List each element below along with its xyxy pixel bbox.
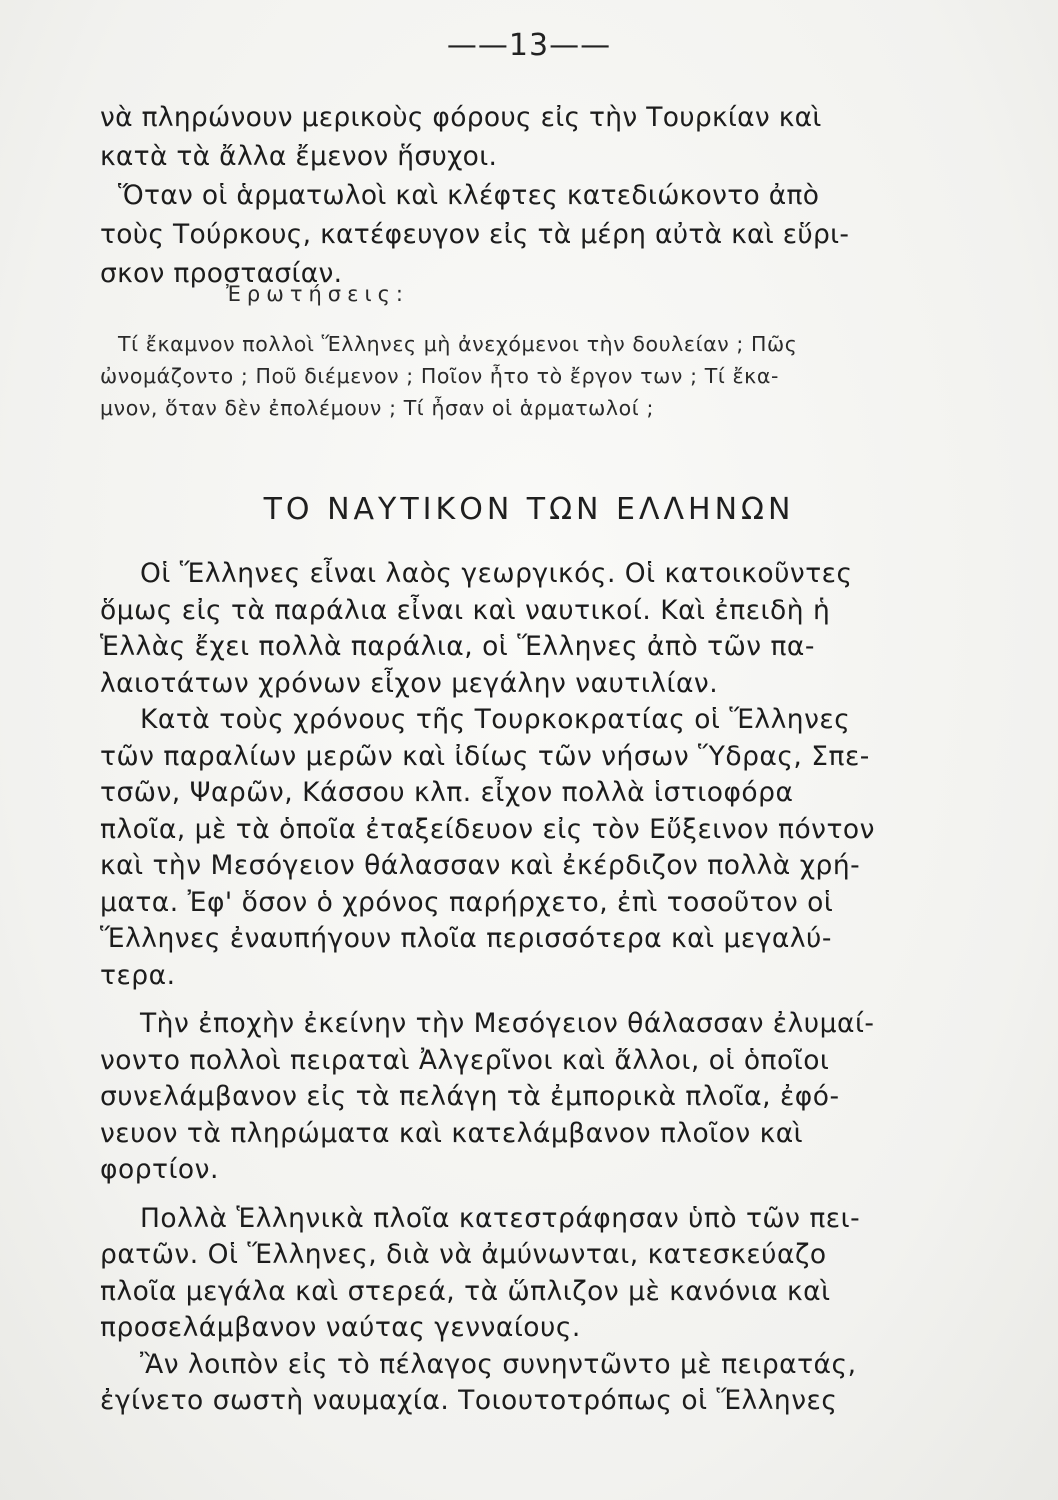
- text-line: τῶν παραλίων μερῶν καὶ ἰδίως τῶν νήσων Ὕδρας, Σπε-: [100, 740, 870, 772]
- text-line: Τὴν ἐποχὴν ἐκείνην τὴν Μεσόγειον θάλασσαν ἐλυμαί-: [140, 1008, 875, 1039]
- paragraph: [100, 1201, 930, 1347]
- text-line: πλοῖα, μὲ τὰ ὁποῖα ἐταξείδευον εἰς τὸν Εὔξεινον πόντον: [100, 813, 875, 845]
- text-line: τσῶν, Ψαρῶν, Κάσσου κλπ. εἶχον πολλὰ ἱστιοφόρα: [100, 777, 794, 808]
- text-line: λαιοτάτων χρόνων εἶχον μεγάλην ναυτιλίαν.: [100, 667, 719, 699]
- text-line: νευον τὰ πληρώματα καὶ κατελάμβανον πλοῖον καὶ: [100, 1117, 804, 1149]
- intro-paragraph: [100, 98, 930, 293]
- paragraph: [100, 702, 930, 994]
- text-line: καὶ τὴν Μεσόγειον θάλασσαν καὶ ἐκέρδιζον πολλὰ χρή-: [100, 850, 861, 881]
- text-line: τοὺς Τούρκους, κατέφευγον εἰς τὰ μέρη αὐτὰ καὶ εὕρι-: [100, 219, 850, 250]
- questions-heading: Ἐρωτήσεις:: [226, 282, 409, 306]
- questions-paragraph: [100, 328, 930, 424]
- paragraph-gap: [100, 994, 930, 1006]
- text-line: ρατῶν. Οἱ Ἕλληνες, διὰ νὰ ἀμύνωνται, κατεσκεύαζο: [100, 1239, 827, 1270]
- text-line: φορτίον.: [100, 1154, 219, 1185]
- text-line: Ἑλλὰς ἔχει πολλὰ παράλια, οἱ Ἕλληνες ἀπὸ τῶν πα-: [100, 631, 815, 662]
- text-line: Ἂν λοιπὸν εἰς τὸ πέλαγος συνηντῶντο μὲ πειρατάς,: [140, 1348, 857, 1380]
- text-line: κατὰ τὰ ἄλλα ἔμενον ἥσυχοι.: [100, 141, 498, 172]
- text-line: προσελάμβανον ναύτας γενναίους.: [100, 1312, 581, 1343]
- page-number: ——13——: [446, 28, 612, 63]
- paragraph: [100, 556, 930, 702]
- text-line: ματα. Ἐφ' ὅσον ὁ χρόνος παρήρχετο, ἐπὶ τοσοῦτον οἱ: [100, 886, 834, 918]
- text-line: συνελάμβανον εἰς τὰ πελάγη τὰ ἐμπορικὰ πλοῖα, ἐφό-: [100, 1081, 840, 1112]
- paragraph: [100, 1347, 930, 1420]
- text-line: ἐγίνετο σωστὴ ναυμαχία. Τοιουτοτρόπως οἱ Ἕλληνες: [100, 1385, 838, 1416]
- paragraph: [100, 1006, 930, 1189]
- text-line: Πολλὰ Ἑλληνικὰ πλοῖα κατεστράφησαν ὑπὸ τῶν πει-: [140, 1202, 861, 1234]
- text-line: πλοῖα μεγάλα καὶ στερεά, τὰ ὥπλιζον μὲ κανόνια καὶ: [100, 1275, 831, 1307]
- text-line: νοντο πολλοὶ πειραταὶ Ἀλγερῖνοι καὶ ἄλλοι, οἱ ὁποῖοι: [100, 1044, 830, 1076]
- text-line: Ὅταν οἱ ἁρματωλοὶ καὶ κλέφτες κατεδιώκοντο ἀπὸ: [118, 180, 820, 211]
- text-line: νὰ πληρώνουν μερικοὺς φόρους εἰς τὴν Τουρκίαν καὶ: [100, 102, 822, 133]
- section-title: ΤΟ ΝΑΥΤΙΚΟΝ ΤΩΝ ΕΛΛΗΝΩΝ: [263, 492, 795, 527]
- text-line: Τί ἔκαμνον πολλοὶ Ἕλληνες μὴ ἀνεχόμενοι τὴν δουλείαν ; Πῶς: [118, 332, 798, 356]
- text-line: Κατὰ τοὺς χρόνους τῆς Τουρκοκρατίας οἱ Ἕλληνες: [140, 704, 851, 735]
- body-text: [100, 556, 930, 1420]
- text-line: ὠνομάζοντο ; Ποῦ διέμενον ; Ποῖον ἦτο τὸ ἔργον των ; Τί ἔκα-: [100, 364, 779, 388]
- text-line: τερα.: [100, 959, 176, 991]
- text-line: μνον, ὅταν δὲν ἐπολέμουν ; Τί ἦσαν οἱ ἁρματωλοί ;: [100, 396, 654, 420]
- text-line: σκον προστασίαν.: [100, 258, 343, 289]
- text-line: Οἱ Ἕλληνες εἶναι λαὸς γεωργικός. Οἱ κατοικοῦντες: [140, 558, 853, 589]
- paragraph-gap: [100, 1189, 930, 1201]
- text-line: ὅμως εἰς τὰ παράλια εἶναι καὶ ναυτικοί. Καὶ ἐπειδὴ ἡ: [100, 594, 831, 626]
- text-line: Ἕλληνες ἐναυπήγουν πλοῖα περισσότερα καὶ μεγαλύ-: [100, 923, 832, 954]
